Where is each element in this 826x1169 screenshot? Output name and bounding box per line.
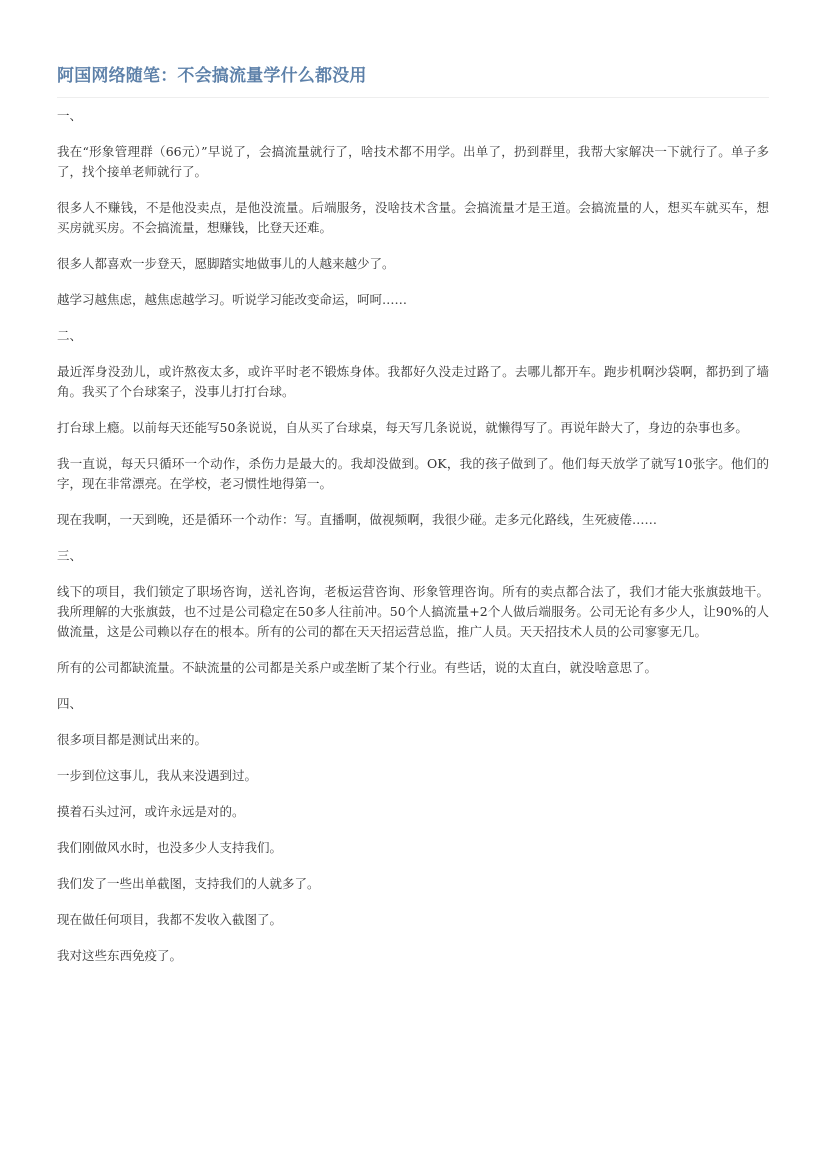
paragraph: 我们发了一些出单截图，支持我们的人就多了。 (57, 876, 320, 891)
article-title: 阿国网络随笔：不会搞流量学什么都没用 (57, 64, 769, 98)
document-page (57, 64, 769, 982)
paragraph: 很多人都喜欢一步登天，愿脚踏实地做事儿的人越来越少了。 (57, 256, 395, 271)
paragraph: 我对这些东西免疫了。 (57, 948, 183, 963)
section-heading-3: 三、 (57, 548, 83, 563)
paragraph: 最近浑身没劲儿，或许熬夜太多，或许平时老不锻炼身体。我都好久没走过路了。去哪儿都开车。跑步机啊沙袋啊，都扔到了墙角。我买了个台球案子，没事儿打打台球。 (57, 364, 769, 399)
paragraph: 现在我啊，一天到晚，还是循环一个动作：写。直播啊，做视频啊，我很少碰。走多元化路线，生死疲倦…… (57, 512, 658, 527)
paragraph: 我在“形象管理群（66元）”早说了，会搞流量就行了，啥技术都不用学。出单了，扔到群里，我帮大家解决一下就行了。单子多了，找个接单老师就行了。 (57, 144, 769, 179)
paragraph: 一步到位这事儿，我从来没遇到过。 (57, 768, 258, 783)
section-heading-1: 一、 (57, 108, 83, 123)
paragraph: 线下的项目，我们锁定了职场咨询，送礼咨询，老板运营咨询、形象管理咨询。所有的卖点都合法了，我们才能大张旗鼓地干。我所理解的大张旗鼓，也不过是公司稳定在50多人往前冲。50个人搞流量+2个人做后端服务。公司无论有多少人，让90%的人做流量，这是公司赖以存在的根本。所有的公司的都在天天招运营总监，推广人员。天天招技术人员的公司寥寥无几。 (57, 584, 769, 639)
paragraph: 我一直说，每天只循环一个动作，杀伤力是最大的。我却没做到。OK，我的孩子做到了。他们每天放学了就写10张字。他们的字，现在非常漂亮。在学校，老习惯性地得第一。 (57, 456, 769, 491)
paragraph: 所有的公司都缺流量。不缺流量的公司都是关系户或垄断了某个行业。有些话，说的太直白，就没啥意思了。 (57, 660, 658, 675)
section-heading-2: 二、 (57, 328, 83, 343)
paragraph: 我们刚做风水时，也没多少人支持我们。 (57, 840, 283, 855)
paragraph: 很多人不赚钱，不是他没卖点，是他没流量。后端服务，没啥技术含量。会搞流量才是王道。会搞流量的人，想买车就买车，想买房就买房。不会搞流量，想赚钱，比登天还难。 (57, 200, 769, 235)
section-heading-4: 四、 (57, 696, 83, 711)
paragraph: 很多项目都是测试出来的。 (57, 732, 208, 747)
paragraph: 打台球上瘾。以前每天还能写50条说说，自从买了台球桌，每天写几条说说，就懒得写了。再说年龄大了，身边的杂事也多。 (57, 420, 748, 435)
paragraph: 摸着石头过河，或许永远是对的。 (57, 804, 245, 819)
article-body (57, 106, 769, 966)
paragraph: 越学习越焦虑，越焦虑越学习。听说学习能改变命运，呵呵…… (57, 292, 408, 307)
paragraph: 现在做任何项目，我都不发收入截图了。 (57, 912, 283, 927)
